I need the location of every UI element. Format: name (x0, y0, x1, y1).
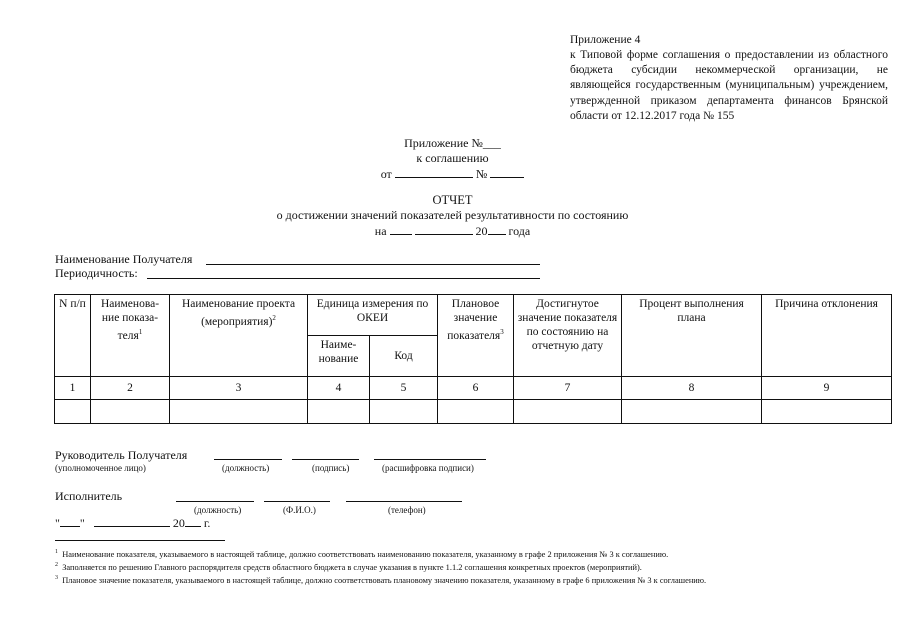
table-cell[interactable] (762, 400, 892, 424)
sign-date-line (55, 515, 210, 531)
col-number-1: 1 (55, 377, 91, 400)
appendix-description: к Типовой форме соглашения о предоставлении из областного бюджета субсидии некоммерческой организации, не являющейся государственным (муниципальным) учреждением, утвержденной приказом департамента финансов Брянской области от 12.12.2017 года № 155 (570, 49, 888, 122)
footnote-3-text: Плановое значение показателя, указываемого в настоящей таблице, должно соответствовать плановому значению показателя, указанному в графе 6 приложения № 3 к соглашению. (62, 575, 707, 585)
footnote-2 (55, 560, 895, 573)
footnote-1-num: 1 (55, 549, 58, 555)
from-label: от (380, 167, 392, 181)
executor-label: Исполнитель (55, 489, 123, 503)
header-planned-value (438, 295, 514, 377)
agreement-to: к соглашению (416, 151, 489, 165)
footnote-3 (55, 573, 895, 586)
header-project-name (170, 295, 308, 377)
sign-day-blank[interactable] (60, 515, 80, 527)
footnote-1-text: Наименование показателя, указываемого в настоящей таблице, должно соответствовать наименованию показателя, указанному в графе 2 приложения № 3 к соглашению. (62, 549, 669, 559)
table-cell[interactable] (308, 400, 370, 424)
periodicity-label: Периодичность: (55, 266, 138, 280)
head-decoding-label: (расшифровка подписи) (382, 463, 474, 473)
header-unit-name: Наиме-нование (308, 336, 370, 377)
header-unit-group: Единица измерения по ОКЕИ (308, 295, 438, 336)
table-cell[interactable] (170, 400, 308, 424)
report-subtitle: о достижении значений показателей результативности по состоянию (276, 208, 629, 222)
table-cell[interactable] (55, 400, 91, 424)
executor-fio-label: (Ф.И.О.) (283, 505, 316, 515)
col-number-8: 8 (622, 377, 762, 400)
recipient-name-label: Наименование Получателя (55, 252, 193, 266)
header-indicator-text: Наименова-ние показа-теля (100, 298, 160, 342)
col-number-4: 4 (308, 377, 370, 400)
header-project-note: 2 (272, 314, 276, 322)
header-indicator-name (91, 295, 170, 377)
col-number-6: 6 (438, 377, 514, 400)
date-suffix: года (508, 224, 531, 238)
head-position-line[interactable] (214, 459, 282, 460)
table-cell[interactable] (370, 400, 438, 424)
sign-date-suffix: г. (203, 516, 211, 530)
head-signature-label: (подпись) (312, 463, 350, 473)
appendix-title: Приложение 4 (570, 34, 641, 46)
head-label: Руководитель Получателя (55, 448, 188, 462)
header-planned-note: 3 (500, 328, 504, 336)
executor-position-line[interactable] (176, 501, 254, 502)
header-indicator-note: 1 (138, 328, 143, 336)
head-position-label: (должность) (222, 463, 270, 473)
date-quote-close: " (79, 516, 85, 530)
executor-phone-line[interactable] (346, 501, 462, 502)
head-decoding-line[interactable] (374, 459, 486, 460)
recipient-name-line[interactable] (206, 264, 540, 265)
number-blank[interactable] (490, 166, 524, 178)
executor-fio-line[interactable] (264, 501, 330, 502)
date-prefix: на (374, 224, 387, 238)
from-date-blank[interactable] (395, 166, 473, 178)
col-number-7: 7 (514, 377, 622, 400)
head-signature-line[interactable] (292, 459, 359, 460)
table-cell[interactable] (622, 400, 762, 424)
header-planned-text: Плановое значение показателя (447, 298, 501, 342)
executor-position-label: (должность) (194, 505, 242, 515)
footnote-divider (55, 540, 225, 541)
executor-phone-label: (телефон) (388, 505, 426, 515)
agreement-from-line (0, 166, 905, 182)
footnote-2-text: Заполняется по решению Главного распорядителя средств областного бюджета в случае указания в пункте 1.1.2 соглашения конкретных проектов (мероприятий). (62, 562, 642, 572)
sign-year-blank[interactable] (185, 515, 201, 527)
header-deviation: Причина отклонения (762, 295, 892, 377)
footnote-1 (55, 547, 895, 560)
date-year-prefix: 20 (475, 224, 488, 238)
header-achieved-value: Достигнутое значение показателя по состоянию на отчетную дату (514, 295, 622, 377)
header-project-text: Наименование проекта (мероприятия) (181, 298, 296, 328)
date-year-blank[interactable] (488, 223, 506, 235)
report-table (54, 294, 892, 424)
report-title: ОТЧЕТ (432, 193, 473, 207)
report-date-line (0, 223, 905, 239)
col-number-5: 5 (370, 377, 438, 400)
table-cell[interactable] (514, 400, 622, 424)
col-number-3: 3 (170, 377, 308, 400)
number-label: № (475, 167, 488, 181)
sign-month-blank[interactable] (94, 515, 170, 527)
col-number-9: 9 (762, 377, 892, 400)
footnote-2-num: 2 (55, 562, 58, 568)
date-day-blank[interactable] (390, 223, 412, 235)
table-cell[interactable] (438, 400, 514, 424)
header-unit-code: Код (370, 336, 438, 377)
header-num: N п/п (55, 295, 91, 377)
table-row (55, 400, 892, 424)
col-number-2: 2 (91, 377, 170, 400)
table-cell[interactable] (91, 400, 170, 424)
sign-year-prefix: 20 (172, 516, 185, 530)
head-sub-label: (уполномоченное лицо) (55, 463, 146, 473)
date-month-blank[interactable] (415, 223, 473, 235)
date-quote-open: " (55, 516, 60, 530)
header-percent: Процент выполнения плана (622, 295, 762, 377)
agreement-appendix-no: Приложение №___ (404, 136, 501, 150)
footnote-3-num: 3 (55, 575, 58, 581)
periodicity-line[interactable] (147, 278, 540, 279)
